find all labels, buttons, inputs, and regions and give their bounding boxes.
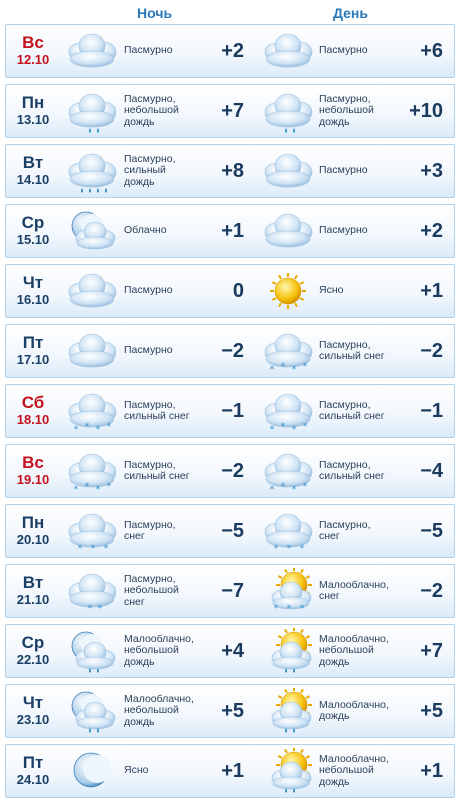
forecast-row xyxy=(5,384,455,438)
forecast-row xyxy=(5,204,455,258)
day-of-week: Пн xyxy=(21,93,45,112)
day-of-week: Пн xyxy=(21,513,45,532)
svg-text:*: * xyxy=(280,482,286,492)
svg-text:*: * xyxy=(95,425,101,435)
svg-text:*: * xyxy=(106,482,112,492)
day-temperature: +6 xyxy=(420,40,443,62)
date-cell xyxy=(6,25,60,77)
night-column-label: Ночь xyxy=(137,5,173,21)
svg-text:*: * xyxy=(291,365,297,375)
day-weather-icon xyxy=(260,628,316,676)
date: 16.10 xyxy=(16,292,50,307)
night-weather-icon xyxy=(64,748,120,796)
date-cell xyxy=(6,505,60,557)
forecast-row xyxy=(5,744,455,798)
svg-text:*: * xyxy=(302,422,308,432)
day-weather-icon xyxy=(260,208,316,256)
svg-text:*: * xyxy=(97,604,103,614)
night-weather-icon xyxy=(64,148,120,196)
night-description: Пасмурно, снег xyxy=(124,518,176,542)
day-weather-icon xyxy=(260,148,316,196)
forecast-row xyxy=(5,264,455,318)
day-description: Пасмурно, сильный снег xyxy=(319,458,385,482)
day-of-week: Сб xyxy=(21,393,45,412)
night-temperature: −5 xyxy=(221,520,244,542)
day-of-week: Вс xyxy=(22,33,44,52)
day-temperature: −2 xyxy=(420,340,443,362)
date: 18.10 xyxy=(16,412,50,427)
svg-text:*: * xyxy=(269,425,275,435)
forecast-row xyxy=(5,144,455,198)
svg-text:*: * xyxy=(84,422,90,432)
day-temperature: +10 xyxy=(409,100,443,122)
day-weather-icon xyxy=(260,568,316,616)
day-weather-icon xyxy=(260,508,316,556)
day-weather-icon xyxy=(260,748,316,796)
day-temperature: +2 xyxy=(420,220,443,242)
day-description: Пасмурно xyxy=(319,164,368,177)
day-temperature: −2 xyxy=(420,580,443,602)
svg-text:*: * xyxy=(273,604,279,614)
svg-text:*: * xyxy=(77,544,83,554)
date-cell xyxy=(6,445,60,497)
day-of-week: Вт xyxy=(22,153,44,172)
night-temperature: +2 xyxy=(221,40,244,62)
date-cell xyxy=(6,205,60,257)
forecast-table xyxy=(5,24,455,804)
svg-text:*: * xyxy=(291,485,297,495)
day-temperature: +5 xyxy=(420,700,443,722)
night-temperature: −2 xyxy=(221,340,244,362)
night-weather-icon xyxy=(64,688,120,736)
date: 17.10 xyxy=(16,352,50,367)
night-temperature: +4 xyxy=(221,640,244,662)
date: 23.10 xyxy=(16,712,50,727)
forecast-header xyxy=(0,0,458,24)
day-description: Малооблачно, дождь xyxy=(319,698,389,722)
date: 14.10 xyxy=(16,172,50,187)
night-description: Пасмурно, сильный дождь xyxy=(124,152,176,188)
day-of-week: Вт xyxy=(22,573,44,592)
night-temperature: +5 xyxy=(221,700,244,722)
day-description: Малооблачно, небольшой дождь xyxy=(319,632,389,668)
date-cell xyxy=(6,385,60,437)
night-description: Пасмурно, сильный снег xyxy=(124,458,190,482)
day-of-week: Ср xyxy=(21,213,45,232)
night-weather-icon xyxy=(64,508,120,556)
svg-text:*: * xyxy=(90,544,96,554)
svg-text:*: * xyxy=(269,485,275,495)
svg-text:*: * xyxy=(286,544,292,554)
night-description: Пасмурно xyxy=(124,344,173,357)
night-weather-icon xyxy=(64,28,120,76)
date: 15.10 xyxy=(16,232,50,247)
night-description: Ясно xyxy=(124,764,149,777)
forecast-row xyxy=(5,84,455,138)
svg-text:*: * xyxy=(299,544,305,554)
night-description: Малооблачно, небольшой дождь xyxy=(124,692,194,728)
day-description: Малооблачно, снег xyxy=(319,578,389,602)
day-temperature: +7 xyxy=(420,640,443,662)
date: 13.10 xyxy=(16,112,50,127)
day-weather-icon xyxy=(260,88,316,136)
day-weather-icon xyxy=(260,328,316,376)
day-description: Малооблачно, небольшой дождь xyxy=(319,752,389,788)
forecast-row xyxy=(5,684,455,738)
night-temperature: −7 xyxy=(221,580,244,602)
night-temperature: +1 xyxy=(221,220,244,242)
night-description: Пасмурно, небольшой снег xyxy=(124,572,179,608)
day-description: Пасмурно xyxy=(319,224,368,237)
date-cell xyxy=(6,325,60,377)
date-cell xyxy=(6,145,60,197)
day-of-week: Чт xyxy=(22,693,44,712)
day-temperature: −4 xyxy=(420,460,443,482)
svg-text:*: * xyxy=(299,604,305,614)
date: 24.10 xyxy=(16,772,50,787)
night-temperature: 0 xyxy=(232,280,244,302)
day-description: Ясно xyxy=(319,284,344,297)
day-description: Пасмурно, небольшой дождь xyxy=(319,92,374,128)
night-weather-icon xyxy=(64,388,120,436)
night-temperature: −1 xyxy=(221,400,244,422)
forecast-row xyxy=(5,324,455,378)
night-temperature: +7 xyxy=(221,100,244,122)
day-description: Пасмурно, сильный снег xyxy=(319,338,385,362)
day-temperature: +1 xyxy=(420,280,443,302)
svg-text:*: * xyxy=(73,485,79,495)
forecast-row xyxy=(5,444,455,498)
svg-text:*: * xyxy=(280,422,286,432)
date-cell xyxy=(6,745,60,797)
svg-text:*: * xyxy=(103,544,109,554)
night-temperature: +8 xyxy=(221,160,244,182)
date-cell xyxy=(6,265,60,317)
svg-text:*: * xyxy=(291,425,297,435)
night-description: Пасмурно, небольшой дождь xyxy=(124,92,179,128)
date-cell xyxy=(6,85,60,137)
svg-text:*: * xyxy=(302,362,308,372)
svg-text:*: * xyxy=(302,482,308,492)
forecast-row xyxy=(5,504,455,558)
svg-text:*: * xyxy=(73,425,79,435)
day-description: Пасмурно, снег xyxy=(319,518,371,542)
forecast-row xyxy=(5,24,455,78)
day-temperature: +1 xyxy=(420,760,443,782)
date: 19.10 xyxy=(16,472,50,487)
day-weather-icon xyxy=(260,688,316,736)
day-temperature: −5 xyxy=(420,520,443,542)
forecast-row xyxy=(5,564,455,618)
svg-text:*: * xyxy=(269,365,275,375)
date: 12.10 xyxy=(16,52,50,67)
date-cell xyxy=(6,625,60,677)
svg-text:*: * xyxy=(273,544,279,554)
night-weather-icon xyxy=(64,88,120,136)
day-weather-icon xyxy=(260,28,316,76)
svg-text:*: * xyxy=(87,604,93,614)
day-description: Пасмурно, сильный снег xyxy=(319,398,385,422)
forecast-row xyxy=(5,624,455,678)
date-cell xyxy=(6,685,60,737)
day-weather-icon xyxy=(260,268,316,316)
svg-text:*: * xyxy=(286,604,292,614)
night-weather-icon xyxy=(64,628,120,676)
svg-text:*: * xyxy=(280,362,286,372)
day-column-label: День xyxy=(333,5,368,21)
day-temperature: −1 xyxy=(420,400,443,422)
day-of-week: Вс xyxy=(22,453,44,472)
night-description: Пасмурно xyxy=(124,44,173,57)
day-of-week: Ср xyxy=(21,633,45,652)
night-temperature: −2 xyxy=(221,460,244,482)
day-of-week: Чт xyxy=(22,273,44,292)
night-weather-icon xyxy=(64,208,120,256)
date: 21.10 xyxy=(16,592,50,607)
night-description: Пасмурно xyxy=(124,284,173,297)
day-description: Пасмурно xyxy=(319,44,368,57)
date: 22.10 xyxy=(16,652,50,667)
day-weather-icon xyxy=(260,388,316,436)
svg-text:*: * xyxy=(84,482,90,492)
day-of-week: Пт xyxy=(22,333,44,352)
night-description: Пасмурно, сильный снег xyxy=(124,398,190,422)
night-description: Облачно xyxy=(124,224,167,237)
night-weather-icon xyxy=(64,448,120,496)
night-weather-icon xyxy=(64,328,120,376)
night-description: Малооблачно, небольшой дождь xyxy=(124,632,194,668)
day-temperature: +3 xyxy=(420,160,443,182)
date-cell xyxy=(6,565,60,617)
svg-text:*: * xyxy=(106,422,112,432)
day-weather-icon xyxy=(260,448,316,496)
date: 20.10 xyxy=(16,532,50,547)
day-of-week: Пт xyxy=(22,753,44,772)
night-weather-icon xyxy=(64,268,120,316)
svg-text:*: * xyxy=(95,485,101,495)
night-weather-icon xyxy=(64,568,120,616)
night-temperature: +1 xyxy=(221,760,244,782)
